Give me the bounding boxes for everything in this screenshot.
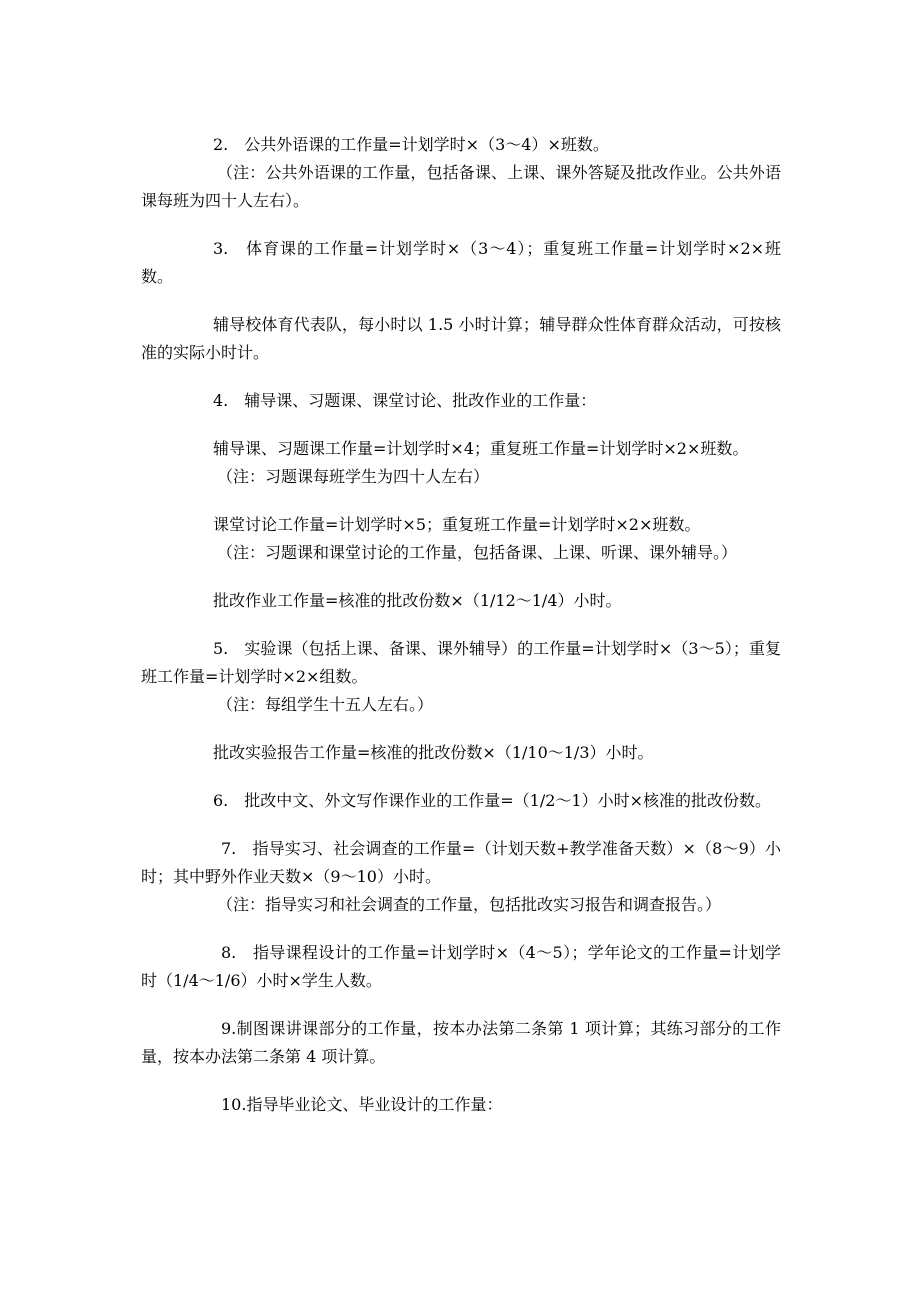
note-item-2: （注：公共外语课的工作量，包括备课、上课、课外答疑及批改作业。公共外语课每班为四十人左右）。 <box>141 163 781 210</box>
paragraph-item-8: 8. 指导课程设计的工作量=计划学时×（4～5）；学年论文的工作量=计划学时（1/4～1/6）小时×学生人数。 <box>141 943 781 990</box>
paragraph-item-6: 6. 批改中文、外文写作课作业的工作量=（1/2～1）小时×核准的批改份数。 <box>213 791 772 810</box>
note-item-5: （注：每组学生十五人左右。） <box>217 695 434 714</box>
paragraph-item-9: 9.制图课讲课部分的工作量，按本办法第二条第 1 项计算；其练习部分的工作量，按本办法第二条第 4 项计算。 <box>141 1019 781 1066</box>
note-item-4-discussion: （注：习题课和课堂讨论的工作量，包括备课、上课、听课、课外辅导。） <box>217 543 738 562</box>
paragraph-item-3: 3. 体育课的工作量=计划学时×（3～4）；重复班工作量=计划学时×2×班数。 <box>141 239 781 286</box>
paragraph-item-4-tutorial: 辅导课、习题课工作量=计划学时×4；重复班工作量=计划学时×2×班数。 <box>213 439 749 458</box>
paragraph-item-10: 10.指导毕业论文、毕业设计的工作量： <box>221 1095 503 1114</box>
paragraph-item-3-sports-team: 辅导校体育代表队，每小时以 1.5 小时计算；辅导群众性体育群众活动，可按核准的实际小时计。 <box>141 315 781 362</box>
paragraph-item-7: 7. 指导实习、社会调查的工作量=（计划天数+教学准备天数）×（8～9）小时；其中野外作业天数×（9～10）小时。 <box>141 839 781 886</box>
note-item-4-tutorial: （注：习题课每班学生为四十人左右） <box>217 467 490 486</box>
paragraph-item-5: 5. 实验课（包括上课、备课、课外辅导）的工作量=计划学时×（3～5）；重复班工作量=计划学时×2×组数。 <box>141 639 781 686</box>
paragraph-item-4-grading: 批改作业工作量=核准的批改份数×（1/12～1/4）小时。 <box>213 591 622 610</box>
paragraph-item-4: 4. 辅导课、习题课、课堂讨论、批改作业的工作量： <box>213 391 597 410</box>
paragraph-item-2: 2. 公共外语课的工作量=计划学时×（3～4）×班数。 <box>213 135 609 154</box>
paragraph-item-5-lab-report: 批改实验报告工作量=核准的批改份数×（1/10～1/3）小时。 <box>213 743 654 762</box>
document-body <box>141 131 781 1119</box>
note-item-7: （注：指导实习和社会调查的工作量，包括批改实习报告和调查报告。） <box>217 895 722 914</box>
paragraph-item-4-discussion: 课堂讨论工作量=计划学时×5；重复班工作量=计划学时×2×班数。 <box>213 515 701 534</box>
